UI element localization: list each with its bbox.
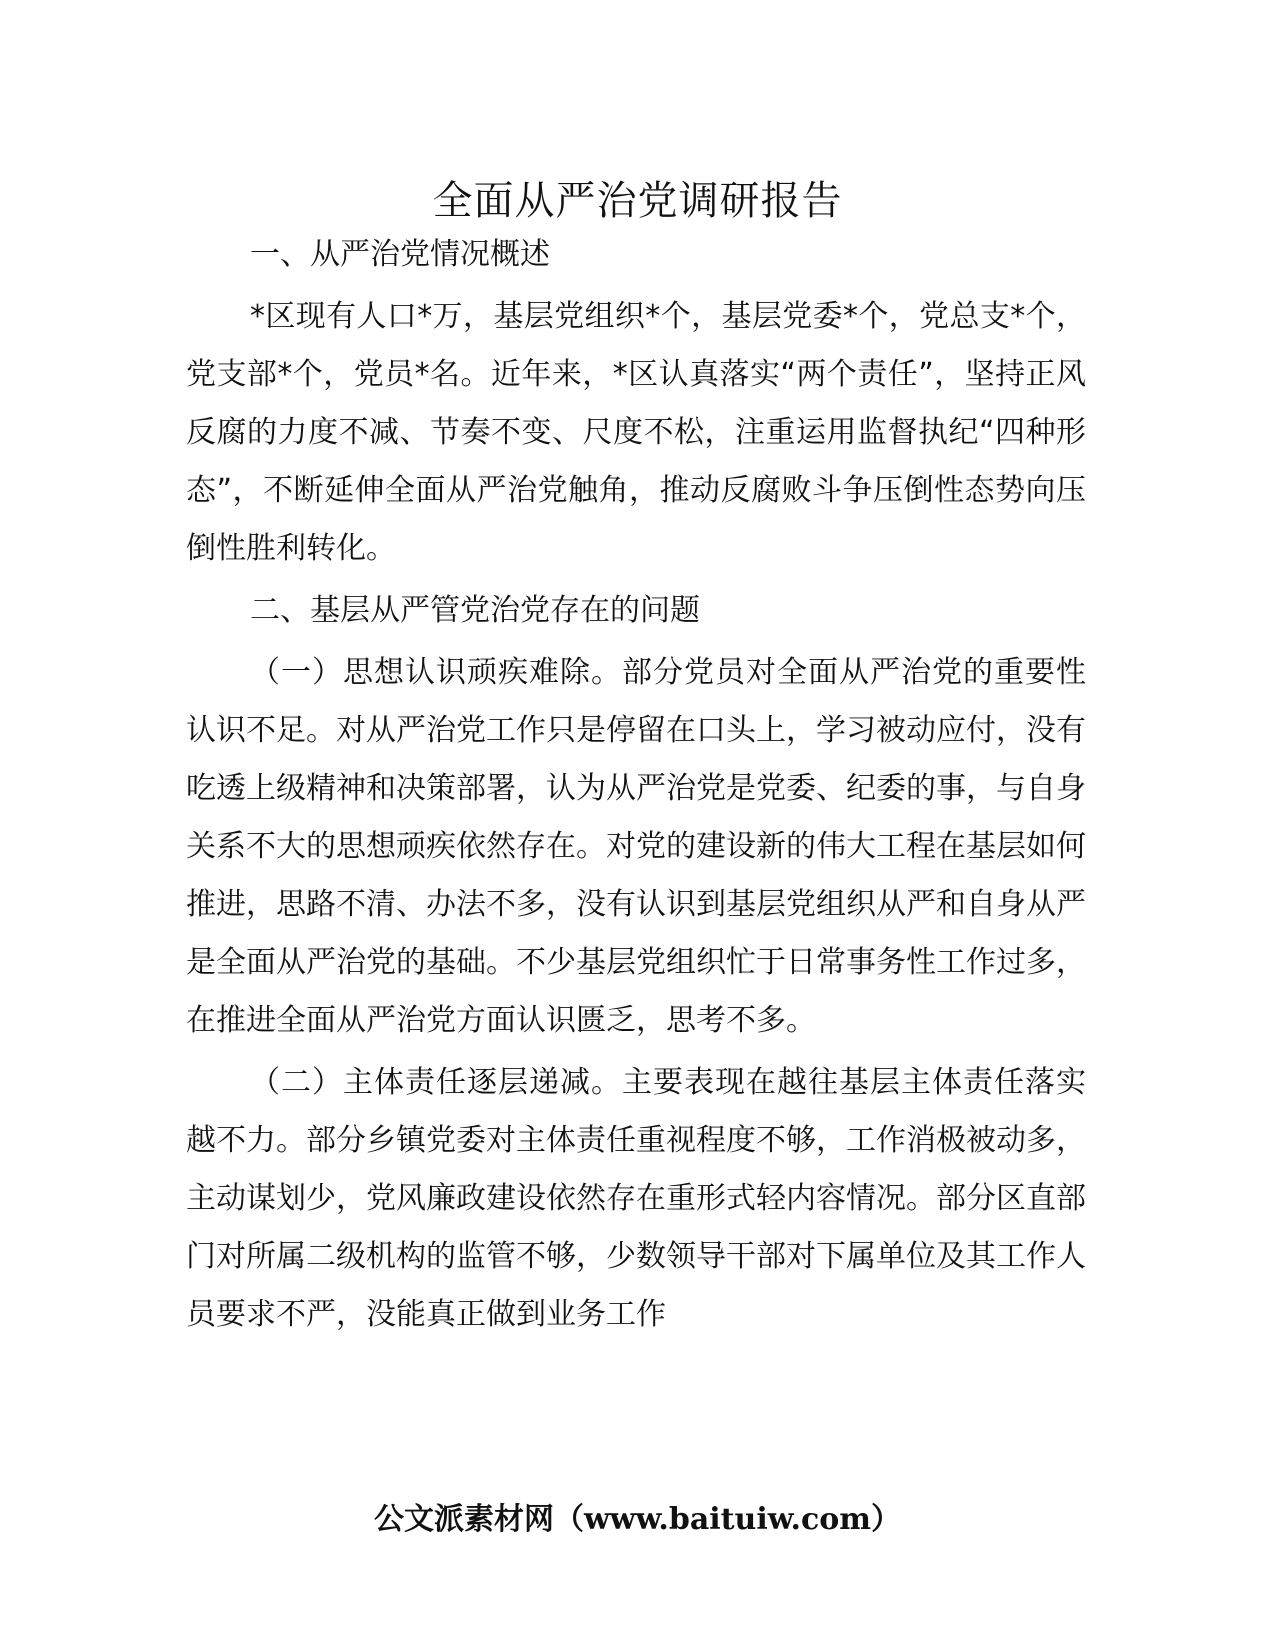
- document-body: [186, 226, 1086, 1344]
- section-2-heading: 二、基层从严管党治党存在的问题: [250, 593, 700, 628]
- document-title: 全面从严治党调研报告: [432, 177, 843, 224]
- section-1-heading: 一、从严治党情况概述: [250, 237, 550, 272]
- item-2-paragraph: （二）主体责任逐层递减。主要表现在越往基层主体责任落实越不力。部分乡镇党委对主体责任重视程度不够，工作消极被动多，主动谋划少，党风廉政建设依然存在重形式轻内容情况。部分区直部门对所属二级机构的监管不够，少数领导干部对下属单位及其工作人员要求不严，没能真正做到业务工作: [186, 1065, 1086, 1332]
- section-1-paragraph: *区现有人口*万，基层党组织*个，基层党委*个，党总支*个，党支部*个，党员*名。近年来，*区认真落实“两个责任”，坚持正风反腐的力度不减、节奏不变、尺度不松，注重运用监督执纪“四种形态”，不断延伸全面从严治党触角，推动反腐败斗争压倒性态势向压倒性胜利转化。: [186, 299, 1086, 566]
- footer-watermark: 公文派素材网（www.baituiw.com）: [373, 1502, 902, 1537]
- item-1-paragraph: （一）思想认识顽疾难除。部分党员对全面从严治党的重要性认识不足。对从严治党工作只是停留在口头上，学习被动应付，没有吃透上级精神和决策部署，认为从严治党是党委、纪委的事，与自身关系不大的思想顽疾依然存在。对党的建设新的伟大工程在基层如何推进，思路不清、办法不多，没有认识到基层党组织从严和自身从严是全面从严治党的基础。不少基层党组织忙于日常事务性工作过多，在推进全面从严治党方面认识匮乏，思考不多。: [186, 655, 1086, 1038]
